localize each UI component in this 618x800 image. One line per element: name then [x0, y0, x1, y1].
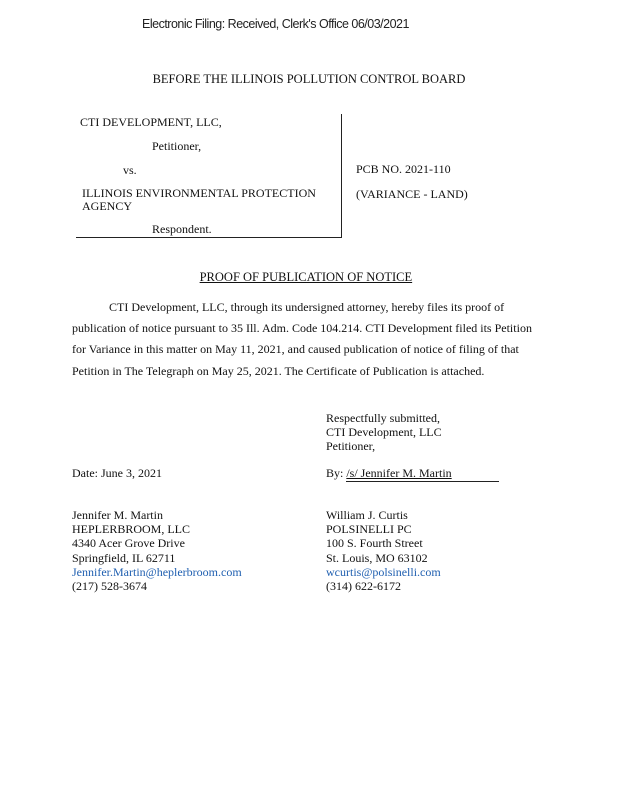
document-title [0, 270, 618, 285]
counsel-phone: (217) 528-3674 [72, 579, 147, 594]
body-line: publication of notice pursuant to 35 Ill. Adm. Code 104.214. CTI Development filed its Petition [72, 321, 532, 336]
counsel-address2: Springfield, IL 62711 [72, 550, 176, 565]
respondent-role: Respondent. [152, 222, 212, 236]
signature-line [326, 466, 499, 482]
document-title-text: PROOF OF PUBLICATION OF NOTICE [199, 270, 413, 284]
signature-date: Date: June 3, 2021 [72, 466, 162, 480]
counsel-name: Jennifer M. Martin [72, 508, 163, 522]
body-line: CTI Development, LLC, through its undersigned attorney, hereby files its proof of [109, 300, 505, 314]
counsel-address1: 4340 Acer Grove Drive [72, 536, 185, 551]
signer-name: /s/ Jennifer M. Martin [346, 466, 452, 480]
caption-box [76, 114, 342, 238]
case-type: (VARIANCE - LAND) [356, 187, 468, 201]
party-role: Petitioner, [326, 439, 376, 454]
counsel-address2: St. Louis, MO 63102 [326, 550, 428, 565]
signature-block [326, 411, 442, 454]
board-title: BEFORE THE ILLINOIS POLLUTION CONTROL BOARD [152, 72, 466, 86]
respondent-name-line1: ILLINOIS ENVIRONMENTAL PROTECTION [82, 186, 316, 200]
filing-stamp: Electronic Filing: Received, Clerk's Office 06/03/2021 [142, 17, 409, 31]
body-paragraph [72, 297, 532, 382]
counsel-firm: POLSINELLI PC [326, 522, 412, 537]
petitioner-role: Petitioner, [152, 139, 202, 153]
respondent-name [82, 187, 316, 213]
closing-text: Respectfully submitted, [326, 411, 440, 425]
counsel-block-left [72, 508, 242, 593]
counsel-email-link[interactable]: Jennifer.Martin@heplerbroom.com [72, 564, 242, 579]
counsel-email-link[interactable]: wcurtis@polsinelli.com [326, 564, 441, 579]
respondent-name-line2: AGENCY [82, 199, 132, 213]
by-label: By: [326, 466, 347, 480]
case-number: PCB NO. 2021-110 [356, 162, 451, 176]
counsel-firm: HEPLERBROOM, LLC [72, 522, 191, 537]
counsel-address1: 100 S. Fourth Street [326, 536, 423, 551]
counsel-phone: (314) 622-6172 [326, 579, 401, 594]
petitioner-name: CTI DEVELOPMENT, LLC, [80, 115, 222, 129]
party-name: CTI Development, LLC [326, 425, 442, 440]
body-line: for Variance in this matter on May 11, 2021, and caused publication of notice of filing of that [72, 342, 519, 357]
versus-label: vs. [123, 163, 137, 177]
counsel-block-right [326, 508, 441, 593]
counsel-name: William J. Curtis [326, 508, 408, 522]
body-line: Petition in The Telegraph on May 25, 2021. The Certificate of Publication is attached. [72, 363, 485, 378]
signature-underline [346, 466, 499, 482]
